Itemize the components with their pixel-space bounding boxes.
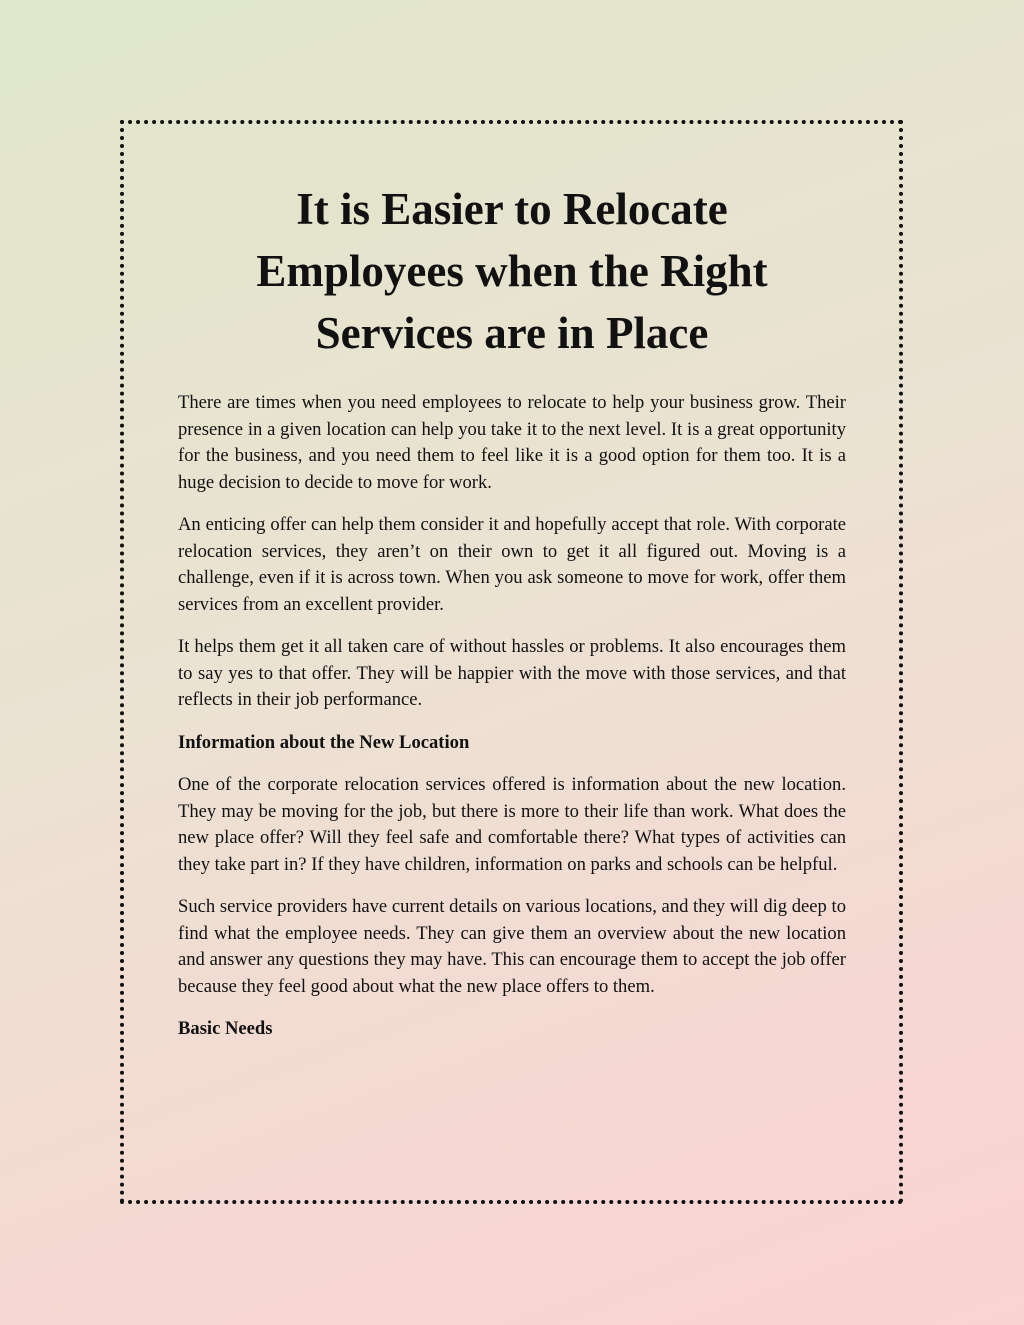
title-line: It is Easier to Relocate (296, 184, 728, 234)
title-line: Services are in Place (315, 308, 709, 358)
section-paragraph: One of the corporate relocation services offered is information about the new location. They may be moving for the job, but there is more to their life than work. What does the new place offer? Will they feel safe and comfortable there? What types of activities can they take part in? If they have children, information on parks and schools can be helpful. (178, 774, 846, 875)
intro-paragraph: It helps them get it all taken care of without hassles or problems. It also encourages them to say yes to that offer. They will be happier with the move with those services, and that reflects in their job performance. (178, 636, 846, 710)
document-title (178, 178, 846, 364)
intro-paragraph: An enticing offer can help them consider it and hopefully accept that role. With corporate relocation services, they aren’t on their own to get it all figured out. Moving is a challenge, even if it is across town. When you ask someone to move for work, offer them services from an excellent provider. (178, 514, 846, 615)
section-heading-basic-needs: Basic Needs (178, 1018, 273, 1039)
document-body (178, 178, 846, 1059)
intro-paragraph: There are times when you need employees to relocate to help your business grow. Their presence in a given location can help you take it to the next level. It is a great opportunity for the business, and you need them to feel like it is a good option for them too. It is a huge decision to decide to move for work. (178, 392, 846, 493)
title-line: Employees when the Right (256, 246, 768, 296)
section-heading-new-location: Information about the New Location (178, 731, 470, 753)
section-paragraph: Such service providers have current details on various locations, and they will dig deep to find what the employee needs. They can give them an overview about the new location and answer any questions they may have. This can encourage them to accept the job offer because they feel good about what the new place offers to them. (178, 896, 846, 997)
